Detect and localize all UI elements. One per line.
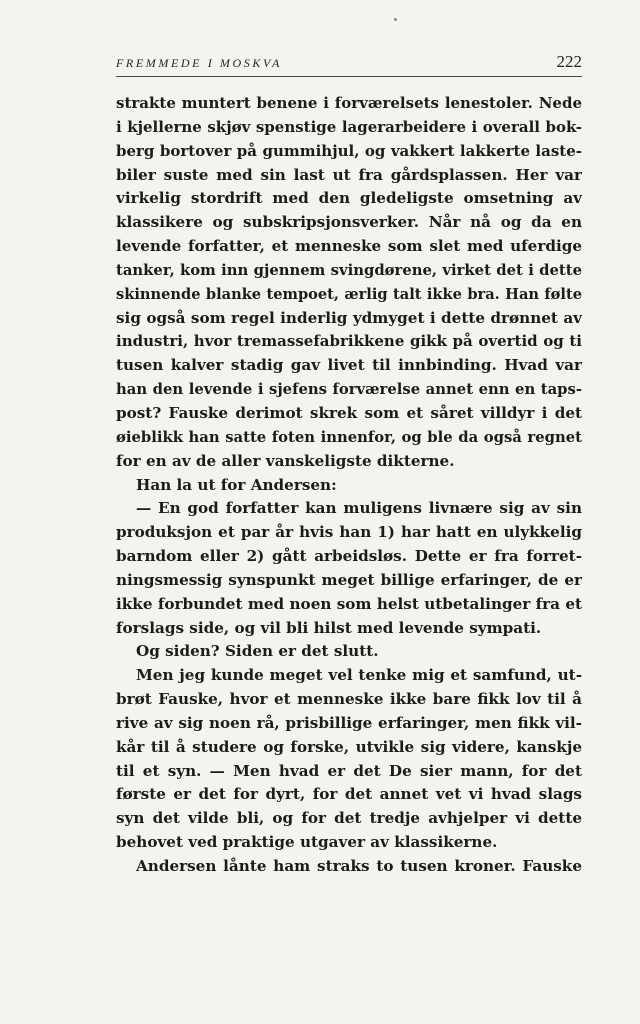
text-line: klassikere og subskripsjonsverker. Når nå og da en [116, 213, 582, 232]
text-line: produksjon et par år hvis han 1) har hatt en ulykkelig [116, 523, 582, 542]
text-line: levende forfatter, et menneske som slet med uferdige [116, 237, 582, 256]
text-line: ningsmessig synspunkt meget billige erfaringer, de er [116, 570, 582, 589]
text-line: — En god forfatter kan muligens livnære sig av sin [136, 499, 582, 518]
text-line: i kjellerne skjøv spenstige lagerarbeidere i overall bok- [116, 117, 582, 136]
text-line: biler suste med sin last ut fra gårdsplassen. Her var [116, 165, 582, 184]
text-line: industri, hvor tremassefabrikkene gikk på overtid og ti [116, 332, 582, 351]
stray-ink-dot [394, 18, 397, 21]
body-text [116, 92, 582, 879]
text-line: han den levende i sjefens forværelse annet enn en taps- [116, 381, 582, 399]
running-head [116, 52, 582, 74]
text-line: første er det for dyrt, for det annet vet vi hvad slags [116, 785, 582, 804]
text-line: brøt Fauske, hvor et menneske ikke bare fikk lov til å [116, 690, 582, 709]
text-line: til et syn. — Men hvad er det De sier mann, for det [116, 761, 582, 780]
text-line: berg bortover på gummihjul, og vakkert lakkerte laste- [116, 141, 582, 160]
text-line: virkelig stordrift med den gledeligste omsetning av [116, 189, 582, 208]
text-line: syn det vilde bli, og for det tredje avhjelper vi dette [116, 809, 582, 828]
text-line: Men jeg kunde meget vel tenke mig et samfund, ut- [136, 666, 582, 685]
text-line: post? Fauske derimot skrek som et såret villdyr i det [116, 403, 582, 422]
text-line: Andersen lånte ham straks to tusen kroner. Fauske [136, 857, 582, 875]
text-line: Og siden? Siden er det slutt. [136, 642, 379, 661]
text-line: Han la ut for Andersen: [136, 475, 337, 494]
text-line: behovet ved praktige utgaver av klassikerne. [116, 833, 498, 852]
text-line: ikke forbundet med noen som helst utbetalinger fra et [116, 594, 582, 613]
text-line: barndom eller 2) gått arbeidsløs. Dette er fra forret- [116, 547, 582, 566]
page-number: 222 [556, 52, 582, 71]
header-rule [116, 76, 582, 77]
text-line: tusen kalver stadig gav livet til innbinding. Hvad var [116, 356, 582, 375]
text-line: strakte muntert benene i forværelsets lenestoler. Nede [116, 94, 582, 112]
text-line: øieblikk han satte foten innenfor, og ble da også regnet [116, 428, 582, 446]
text-line: kår til å studere og forske, utvikle sig videre, kanskje [116, 737, 582, 756]
text-line: skinnende blanke tempoet, ærlig talt ikke bra. Han følte [116, 285, 582, 303]
text-line: for en av de aller vanskeligste dikterne. [116, 451, 455, 470]
text-line: rive av sig noen rå, prisbillige erfaringer, men fikk vil- [116, 713, 582, 732]
text-line: forslags side, og vil bli hilst med levende sympati. [116, 618, 542, 637]
text-line: sig også som regel inderlig ydmyget i dette drønnet av [116, 308, 582, 327]
text-line: tanker, kom inn gjennem svingdørene, virket det i dette [116, 261, 582, 279]
running-title: FREMMEDE I MOSKVA [116, 56, 282, 70]
